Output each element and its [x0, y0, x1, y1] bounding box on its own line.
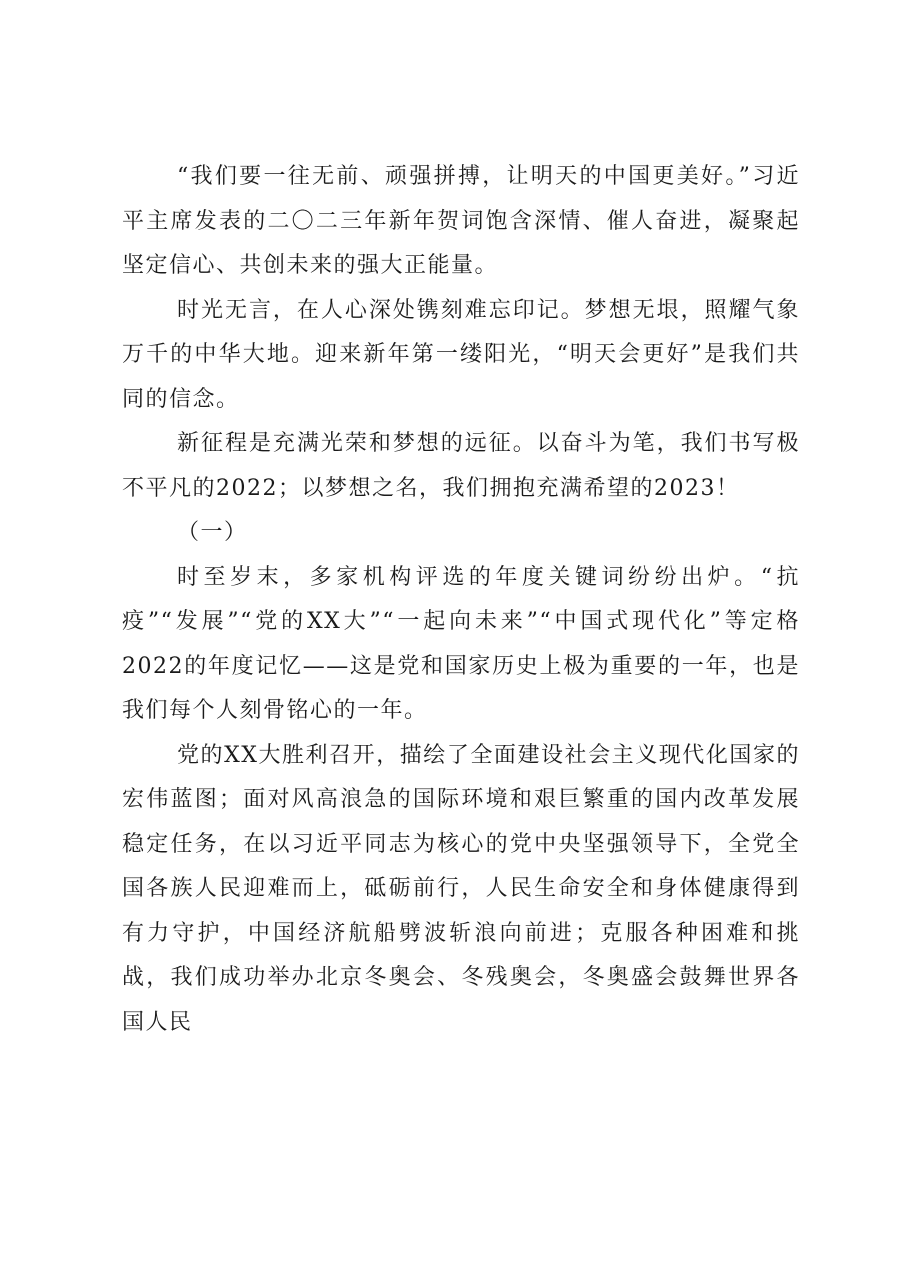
paragraph-year-keywords: 时至岁末，多家机构评选的年度关键词纷纷出炉。“抗疫”“发展”“党的XX大”“一起向未来”“中国式现代化”等定格2022的年度记忆——这是党和国家历史上极为重要的一年，也是我们每个人刻骨铭心的一年。: [122, 564, 800, 723]
paragraph-party-congress: 党的XX大胜利召开，描绘了全面建设社会主义现代化国家的宏伟蓝图；面对风高浪急的国际环境和艰巨繁重的国内改革发展稳定任务，在以习近平同志为核心的党中央坚强领导下，全党全国各族人民迎难而上，砥砺前行，人民生命安全和身体健康得到有力守护，中国经济航船劈波斩浪向前进；克服各种困难和挑战，我们成功举办北京冬奥会、冬残奥会，冬奥盛会鼓舞世界各国人民: [122, 742, 800, 1035]
paragraph-new-journey: 新征程是充满光荣和梦想的远征。以奋斗为笔，我们书写极不平凡的2022；以梦想之名，我们拥抱充满希望的2023！: [122, 431, 800, 501]
paragraph-new-year-address: “我们要一往无前、顽强拼搏，让明天的中国更美好。”习近平主席发表的二〇二三年新年贺词饱含深情、催人奋进，凝聚起坚定信心、共创未来的强大正能量。: [122, 164, 800, 278]
document-body: [122, 155, 800, 1045]
section-heading: （一）: [177, 520, 248, 545]
paragraph-time-silent: 时光无言，在人心深处镌刻难忘印记。梦想无垠，照耀气象万千的中华大地。迎来新年第一缕阳光，“明天会更好”是我们共同的信念。: [122, 297, 800, 412]
